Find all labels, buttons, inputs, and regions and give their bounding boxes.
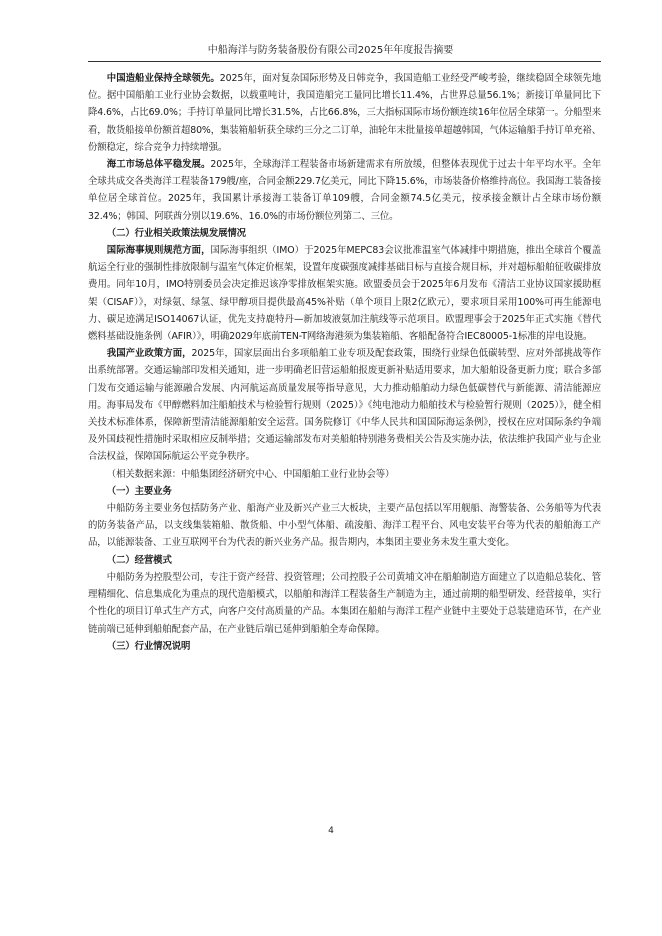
- section-heading-industry: （三）行业情况说明: [106, 640, 191, 652]
- section-heading-main-business: （一）主要业务: [106, 485, 172, 497]
- paragraph-lead: 我国产业政策方面，: [106, 348, 192, 360]
- paragraph-data-source: （相关数据来源：中船集团经济研究中心、中国船舶工业行业协会等）: [106, 468, 395, 480]
- paragraph-text: 2025年，面对复杂国际形势及日韩竞争，我国造船工业经受严峻考验，继续稳固全球领先地位。据中国船舶工业行业协会数据，以载重吨计，我国造船完工量同比增长11.4%，占世界总量56.1%；新接订单量同比下降4.6%，占比69.0%；手持订单量同比增长31.5%，占比66.8%，三大指标国际市场份额连续16年位居全球第一。分船型来看，散货船接单份额首超80%，集装箱船斩获全球约三分之二订单，油轮年末批量接单超越韩国，气体运输船手持订单充裕、份额稳定，综合竞争力持续增强。: [88, 73, 601, 153]
- paragraph-offshore: [88, 156, 601, 225]
- paragraph-domestic-policy: [88, 345, 601, 465]
- section-heading-policy: （二）行业相关政策法规发展情况: [106, 227, 246, 239]
- paragraph-text: 2025年，国家层面出台多项船舶工业专项及配套政策，围绕行业绿色低碳转型、应对外部挑战等作出系统部署。交通运输部印发相关通知，进一步明确老旧营运船舶报废更新补贴适用要求，加大船舶设备更新力度；联合多部门发布交通运输与能源融合发展、内河航运高质量发展等指导意见，大力推动船舶动力绿色低碳替代与新能源、清洁能源应用。海事局发布《甲醇燃料加注船舶技术与检验暂行规则（2025）》《纯电池动力船舶技术与检验暂行规则（2025）》，健全相关技术标准体系，保障新型清洁能源船舶安全运营。国务院修订《中华人民共和国国际海运条例》，授权在应对国际条约争端及外国歧视性措施时采取相应反制举措；交通运输部发布对美船舶特别港务费相关公告及实施办法，依法维护我国产业与企业合法权益，保障国际航运公平竞争秩序。: [88, 348, 601, 463]
- paragraph-main-business: 中船防务主要业务包括防务产业、船海产业及新兴产业三大板块，主要产品包括以军用舰船、海警装备、公务船等为代表的防务装备产品，以支线集装箱船、散货船、中小型气体船、疏浚船、海洋工程平台、风电安装平台等为代表的船舶海工产品，以能源装备、工业互联网平台为代表的新兴业务产品。报告期内，本集团主要业务未发生重大变化。: [88, 503, 601, 549]
- paragraph-international-rules: [88, 242, 601, 345]
- report-body: [88, 70, 601, 655]
- paragraph-text: 国际海事组织（IMO）于2025年MEPC83会议批准温室气体减排中期措施，推出全球首个覆盖航运全行业的强制性排放限制与温室气体定价框架，设置年度碳强度减排基础目标与直接合规目标，并对超标船舶征收碳排放费用。同年10月，IMO特别委员会决定推迟该净零排放框架实施。欧盟委员会于2025年6月发布《清洁工业协议国家援助框架（CISAF）》，对绿氨、绿氢、绿甲醇项目提供最高45%补贴（单个项目上限2亿欧元），要求项目采用100%可再生能源电力、碳足迹满足ISO14067认证，优先支持鹿特丹—新加坡液氨加注航线等示范项目。欧盟理事会于2025年正式实施《替代燃料基础设施条例（AFIR）》，明确2029年底前TEN-T网络海港须为集装箱船、客船配备符合IEC80005-1标准的岸电设施。: [88, 245, 602, 343]
- paragraph-lead: 国际海事规则规范方面，: [106, 245, 211, 257]
- paragraph-business-model: 中船防务为控股型公司，专注于资产经营、投资管理；公司控股子公司黄埔文冲在船舶制造方面建立了以造船总装化、管理精细化、信息集成化为重点的现代造船模式，以船舶和海洋工程装备生产制造为主，通过前期的船型研发、经营接单，实行个性化的项目订单式生产方式，向客户交付高质量的产品。本集团在船舶与海洋工程产业链中主要处于总装建造环节，在产业链前端已延伸到船舶配套产品，在产业链后端已延伸到船舶全寿命保障。: [88, 571, 601, 635]
- header-divider: [88, 61, 601, 62]
- page-header: 中船海洋与防务装备股份有限公司2025年年度报告摘要: [207, 45, 454, 56]
- paragraph-lead: 海工市场总体平稳发展。: [106, 159, 211, 171]
- paragraph-shipbuilding: [88, 70, 601, 156]
- section-heading-business-model: （二）经营模式: [106, 554, 172, 566]
- paragraph-text: 2025年，全球海洋工程装备市场新建需求有所放缓，但整体表现优于过去十年平均水平。全年全球共成交各类海洋工程装备179艘/座，合同金额229.7亿美元，同比下降15.6%，市场装备价格维持高位。我国海工装备接单位居全球首位。2025年，我国累计承接海工装备订单109艘，合同金额74.5亿美元，按承接金额计占全球市场份额32.4%；韩国、阿联酋分别以19.6%、16.0%的市场份额位列第二、三位。: [88, 159, 602, 222]
- page-number: 4: [328, 826, 334, 836]
- paragraph-lead: 中国造船业保持全球领先。: [106, 73, 220, 84]
